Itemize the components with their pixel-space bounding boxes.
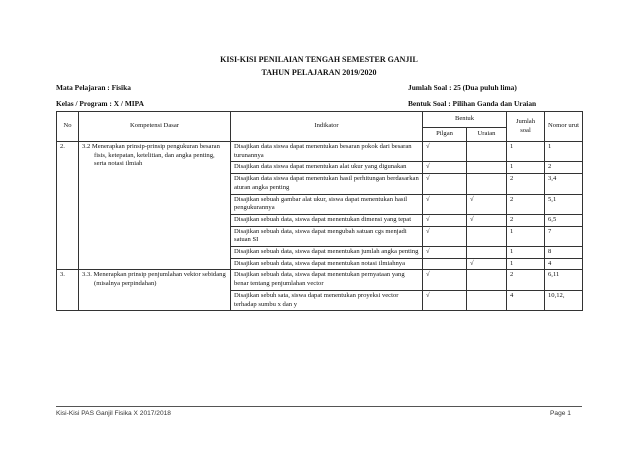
pilgan-check — [423, 258, 467, 270]
question-number: 4 — [545, 258, 583, 270]
pilgan-check: √ — [423, 214, 467, 226]
indicator-text: Disajikan sebuah gambar alat ukur, siswa dapat menentukan hasil pengukurannya — [234, 195, 408, 212]
uraian-check: √ — [467, 194, 507, 214]
indicator-cell — [231, 142, 423, 162]
question-count: 1 — [507, 226, 545, 246]
indicator-cell — [231, 162, 423, 174]
uraian-check — [467, 174, 507, 194]
indicator-text: Disajikan sebuah data, siswa dapat menentukan dimensi yang tepat — [234, 215, 412, 223]
indicator-text: Disajikan sebuah data, siswa dapat menentukan notasi ilmiahnya — [234, 259, 406, 267]
question-number: 6,11 — [545, 270, 583, 290]
indicator-cell — [231, 290, 423, 310]
subject-label: Mata Pelajaran : Fisika — [56, 83, 131, 92]
question-count-label: Jumlah Soal : 25 (Dua puluh lima) — [408, 83, 517, 92]
uraian-check — [467, 162, 507, 174]
indicator-cell — [231, 194, 423, 214]
pilgan-check: √ — [423, 226, 467, 246]
competency-number: 2. — [57, 142, 79, 270]
pilgan-check: √ — [423, 162, 467, 174]
question-count: 4 — [507, 290, 545, 310]
competency-text: 3.3. Menerapkan prinsip penjumlahan vektor sebidang (misalnya perpindahan) — [82, 271, 226, 288]
question-count: 1 — [507, 258, 545, 270]
question-number: 8 — [545, 247, 583, 259]
competency-cell — [79, 270, 231, 311]
header-uraian: Uraian — [467, 128, 507, 142]
kisi-table-body — [57, 142, 583, 311]
header-form: Bentuk — [423, 112, 507, 128]
question-number: 2 — [545, 162, 583, 174]
pilgan-check: √ — [423, 194, 467, 214]
question-number: 1 — [545, 142, 583, 162]
question-number: 3,4 — [545, 174, 583, 194]
table-row — [57, 270, 583, 290]
indicator-cell — [231, 270, 423, 290]
uraian-check — [467, 142, 507, 162]
indicator-text: Disajikan sebuah data, siswa dapat menentukan pernyataan yang benar tentang penjumlahan vector — [234, 271, 405, 288]
header-pilgan: Pilgan — [423, 128, 467, 142]
indicator-cell — [231, 247, 423, 259]
question-count: 1 — [507, 142, 545, 162]
pilgan-check: √ — [423, 247, 467, 259]
question-number: 10,12, — [545, 290, 583, 310]
question-count: 1 — [507, 247, 545, 259]
indicator-cell — [231, 226, 423, 246]
uraian-check: √ — [467, 258, 507, 270]
document-subtitle: TAHUN PELAJARAN 2019/2020 — [261, 68, 377, 77]
uraian-check — [467, 247, 507, 259]
pilgan-check: √ — [423, 290, 467, 310]
pilgan-check: √ — [423, 174, 467, 194]
header-no: No — [57, 112, 79, 142]
footer-left: Kisi-Kisi PAS Ganjil Fisika X 2017/2018 — [56, 410, 171, 417]
footer-divider — [56, 406, 582, 407]
header-count: Jumlah soal — [507, 112, 545, 142]
uraian-check — [467, 270, 507, 290]
pilgan-check: √ — [423, 142, 467, 162]
class-label: Kelas / Program : X / MIPA — [56, 99, 144, 108]
indicator-text: Disajikan data siswa dapat menentukan alat ukur yang digunakan — [234, 163, 407, 171]
competency-cell — [79, 142, 231, 270]
question-count: 2 — [507, 214, 545, 226]
uraian-check — [467, 226, 507, 246]
indicator-text: Disajikan sebuah data, siswa dapat mengubah satuan cgs menjadi satuan SI — [234, 227, 407, 244]
question-count: 1 — [507, 162, 545, 174]
indicator-cell — [231, 258, 423, 270]
uraian-check: √ — [467, 214, 507, 226]
table-row — [57, 142, 583, 162]
pilgan-check: √ — [423, 270, 467, 290]
document-title: KISI-KISI PENILAIAN TENGAH SEMESTER GANJIL — [220, 55, 418, 64]
question-number: 6,5 — [545, 214, 583, 226]
question-number: 7 — [545, 226, 583, 246]
question-number: 5,1 — [545, 194, 583, 214]
indicator-text: Disajikan sebuah data, siswa dapat menentukan jumlah angka penting — [234, 248, 419, 256]
competency-number: 3. — [57, 270, 79, 311]
question-count: 2 — [507, 174, 545, 194]
footer-page-number: Page 1 — [550, 410, 571, 417]
kisi-table — [56, 111, 583, 311]
indicator-text: Disajikan data siswa dapat menentukan besaran pokok dari besaran turunannya — [234, 143, 412, 159]
indicator-cell — [231, 214, 423, 226]
question-count: 2 — [507, 270, 545, 290]
question-count: 2 — [507, 194, 545, 214]
header-number: Nomor urut — [545, 112, 583, 142]
uraian-check — [467, 290, 507, 310]
indicator-cell — [231, 174, 423, 194]
indicator-text: Disajikan data siswa dapat menentukan hasil perhitungan berdasarkan aturan angka penting — [234, 175, 419, 191]
competency-text: 3.2 Menerapkan prinsip-prinsip pengukuran besaran fisis, ketepatan, ketelitian, dan angka penting, serta notasi ilmiah — [82, 143, 220, 168]
header-competency: Kompetensi Dasar — [79, 112, 231, 142]
header-indicator: Indikator — [231, 112, 423, 142]
indicator-text: Disajikan sebuh sata, siswa dapat menentukan proyeksi vector terhadap sumbu x dan y — [234, 291, 399, 308]
question-form-label: Bentuk Soal : Pilihan Ganda dan Uraian — [408, 99, 537, 108]
